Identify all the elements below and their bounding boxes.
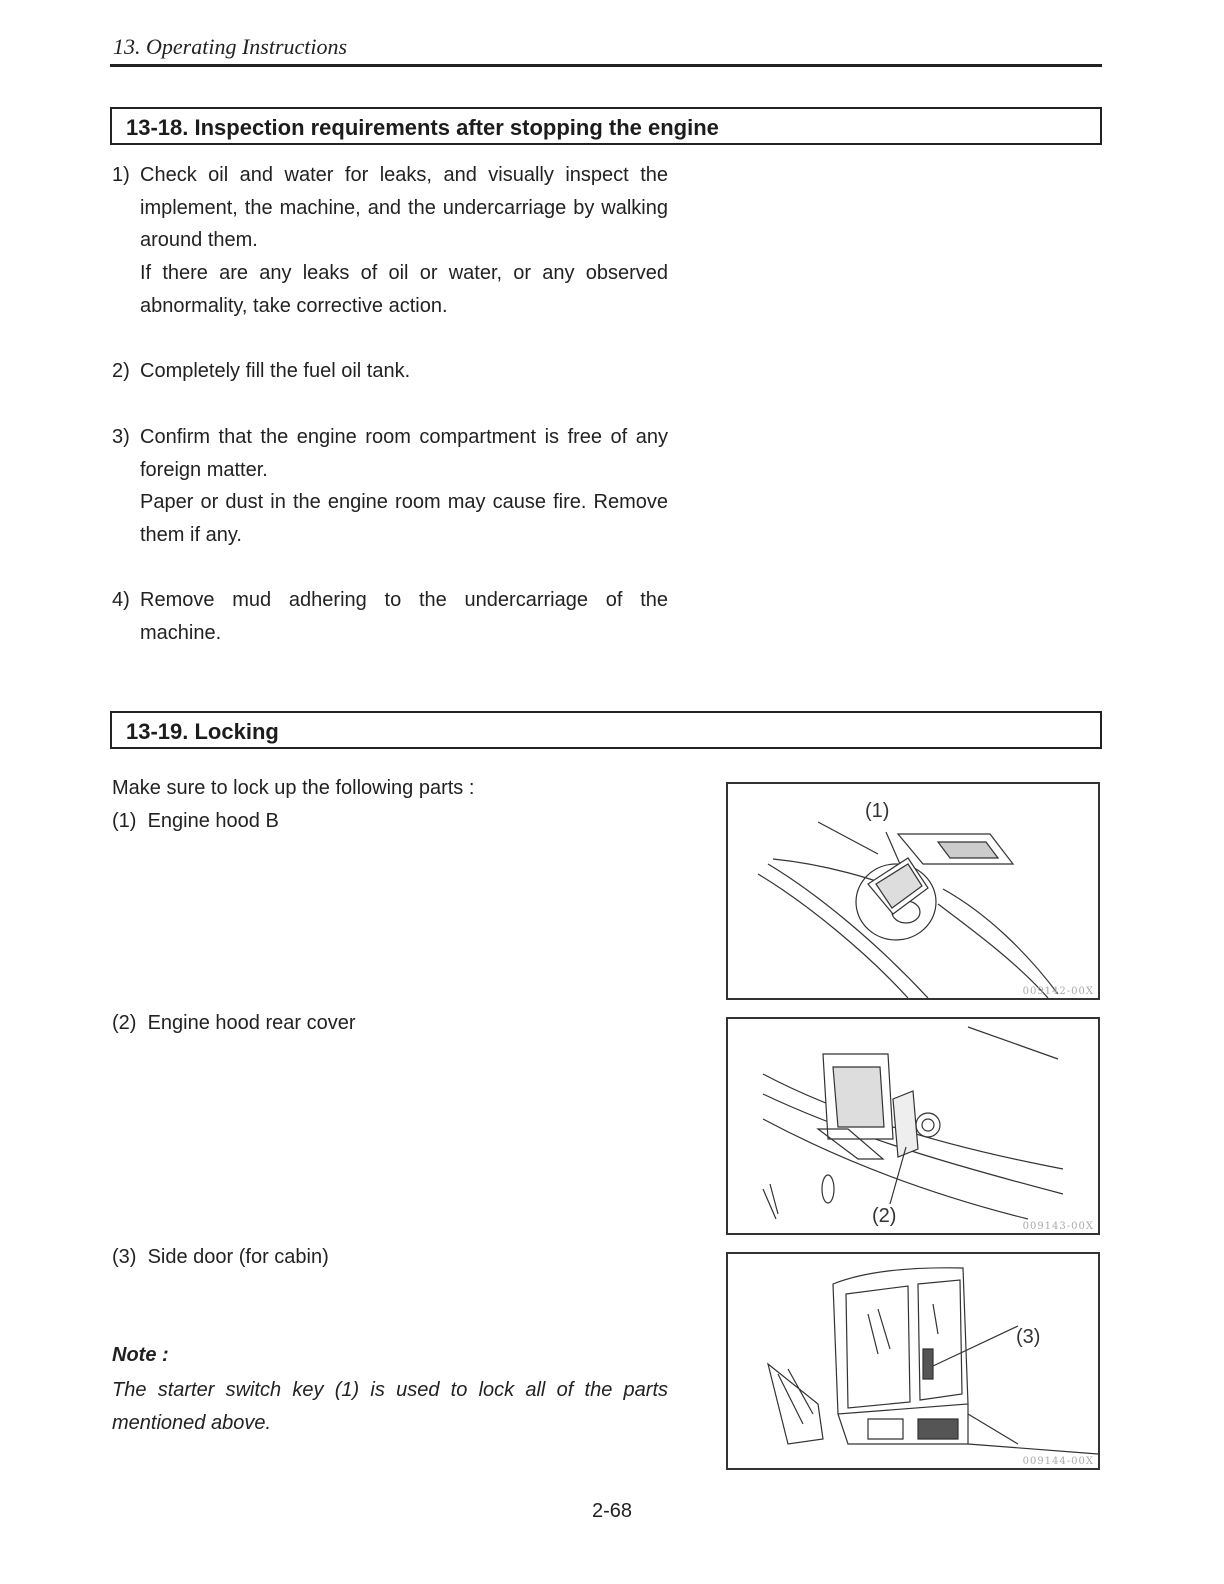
rear-cover-key-illustration xyxy=(728,1019,1098,1233)
list-item-number: 4) xyxy=(112,589,130,611)
part-number: (1) xyxy=(112,810,137,832)
figure-code: 009144-00X xyxy=(1022,1456,1094,1467)
list-item-2 xyxy=(112,355,668,388)
list-item-text: Check oil and water for leaks, and visually inspect the implement, the machine, and the undercarriage by walking around them. xyxy=(140,164,668,252)
part-number: (3) xyxy=(112,1246,137,1268)
figure-engine-hood-rear-cover xyxy=(726,1017,1100,1235)
part-label: Engine hood rear cover xyxy=(147,1012,356,1034)
part-label: Side door (for cabin) xyxy=(147,1246,329,1268)
page-number: 2-68 xyxy=(591,1500,633,1522)
part-3 xyxy=(112,1246,329,1269)
list-item-number: 3) xyxy=(112,426,130,448)
section-title-13-18: 13-18. Inspection requirements after stopping the engine xyxy=(126,115,719,140)
running-header: 13. Operating Instructions xyxy=(113,34,348,59)
locking-intro: Make sure to lock up the following parts : xyxy=(112,777,475,799)
list-item-number: 1) xyxy=(112,164,130,186)
list-item-subtext: If there are any leaks of oil or water, or any observed abnormality, take corrective action. xyxy=(140,262,668,317)
part-1 xyxy=(112,810,279,833)
note-label: Note : xyxy=(112,1344,169,1366)
list-item-text: Confirm that the engine room compartment is free of any foreign matter. xyxy=(140,426,668,481)
list-item-subtext: Paper or dust in the engine room may cause fire. Remove them if any. xyxy=(140,491,668,547)
engine-hood-key-illustration xyxy=(728,784,1098,998)
list-item-text: Completely fill the fuel oil tank. xyxy=(140,360,411,382)
list-item-3 xyxy=(112,421,668,552)
part-number: (2) xyxy=(112,1012,137,1034)
list-item-1 xyxy=(112,159,668,323)
figure-cabin-side-door xyxy=(726,1252,1100,1470)
cabin-door-illustration xyxy=(728,1254,1098,1468)
figure-code: 009142-00X xyxy=(1022,986,1094,997)
header-rule xyxy=(110,64,1102,67)
section-heading-13-18 xyxy=(110,107,1102,145)
figure-engine-hood-b xyxy=(726,782,1100,1000)
part-label: Engine hood B xyxy=(147,810,279,832)
note-text: The starter switch key (1) is used to lock all of the parts mentioned above. xyxy=(112,1379,668,1434)
part-2 xyxy=(112,1012,356,1035)
figure-callout-1: (1) xyxy=(865,800,890,822)
section-heading-13-19 xyxy=(110,711,1102,749)
list-item-4 xyxy=(112,584,668,649)
list-item-text: Remove mud adhering to the undercarriage of the machine. xyxy=(140,589,668,644)
figure-callout-3: (3) xyxy=(1016,1326,1041,1348)
list-item-number: 2) xyxy=(112,360,130,382)
section-title-13-19: 13-19. Locking xyxy=(126,719,279,744)
figure-code: 009143-00X xyxy=(1022,1221,1094,1232)
figure-callout-2: (2) xyxy=(872,1205,897,1227)
